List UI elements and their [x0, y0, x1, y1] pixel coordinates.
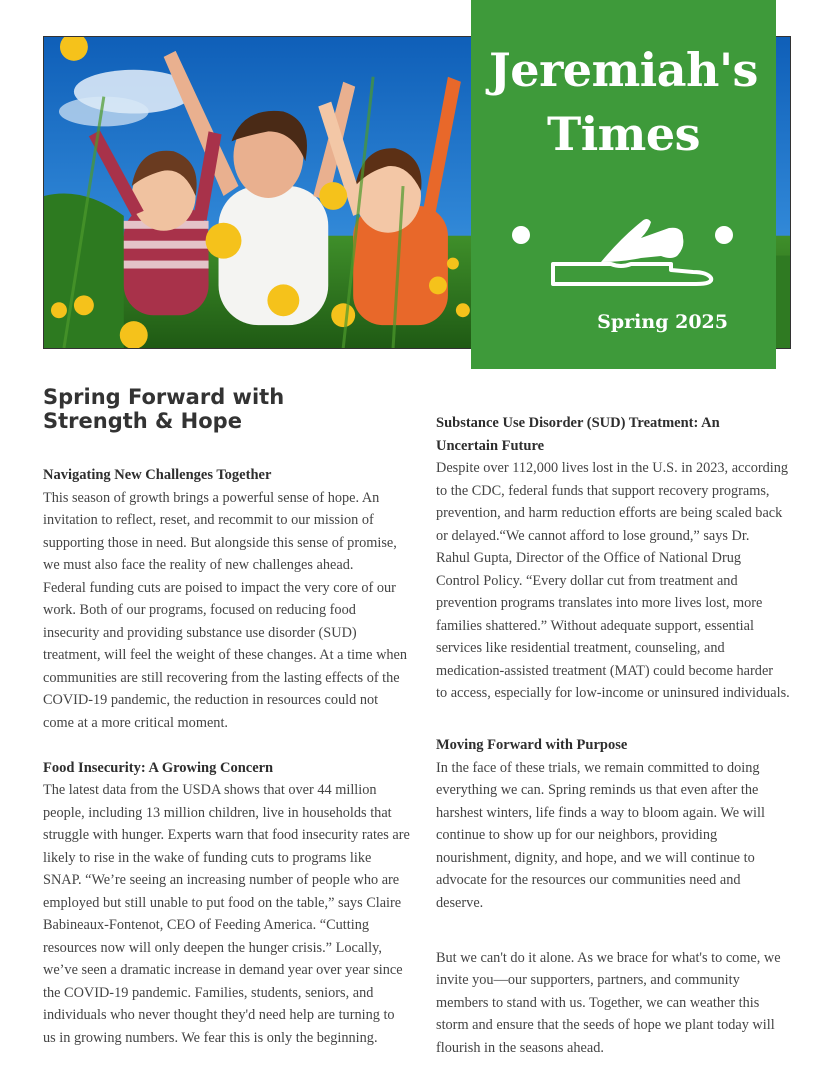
issue-season: Spring 2025: [597, 311, 728, 333]
section-body-food-insecurity: [43, 779, 423, 1049]
main-heading-line-2: Strength & Hope: [43, 409, 242, 433]
text-line: individuals who never thought they'd need help are turning to: [43, 1007, 395, 1023]
newsletter-title: [471, 38, 776, 166]
text-line: employed but still unable to put food on the table,” says Claire: [43, 894, 402, 911]
spacer: [436, 914, 796, 937]
main-heading: [43, 385, 423, 433]
text-line: us in growing numbers. We fear this is only the beginning.: [43, 1029, 378, 1046]
section-heading-new-challenges: Navigating New Challenges Together: [43, 467, 272, 483]
text-line: medication-assisted treatment (MAT) could become harder: [436, 662, 774, 679]
text-line: nourishment, dignity, and hope, and we will continue to: [436, 849, 755, 866]
text-line: advocate for the resources our communities need and: [436, 872, 741, 888]
text-line: we must also face the reality of new challenges ahead.: [43, 557, 354, 573]
text-line: to access, especially for low-income or uninsured individuals.: [436, 685, 790, 701]
spacer: [43, 734, 423, 757]
text-line: prevention, and harm reduction efforts are being scaled back: [436, 505, 783, 521]
text-line: COVID-19 pandemic, the reduction in resources could not: [43, 692, 379, 708]
text-line: harshest winters, life finds a way to bloom again. We will: [436, 804, 765, 821]
text-line: This season of growth brings a powerful sense of hope. An: [43, 489, 380, 506]
title-line-2: Times: [546, 107, 701, 161]
text-line: we’ve seen a dramatic increase in demand year over year since: [43, 962, 403, 978]
text-line: invitation to reflect, reset, and recommit to our mission of: [43, 512, 374, 528]
section-heading-sud-treatment: [436, 412, 796, 457]
text-line: or delayed.“We cannot afford to lose ground,” says Dr.: [436, 527, 750, 544]
text-line: invite you—our supporters, partners, and community: [436, 972, 740, 988]
text-line: struggle with hunger. Experts warn that food insecurity rates are: [43, 827, 410, 843]
helping-hand-icon: [471, 198, 776, 298]
text-line: Rahul Gupta, Director of the Office of National Drug: [436, 550, 742, 566]
text-line: the COVID-19 pandemic. Families, students, seniors, and: [43, 984, 374, 1001]
section-body-moving-forward: [436, 757, 796, 915]
text-line: Federal funding cuts are poised to impact the very core of our: [43, 579, 396, 596]
text-line: likely to rise in the wake of funding cuts to programs like: [43, 849, 372, 866]
section-heading-moving-forward: Moving Forward with Purpose: [436, 737, 628, 753]
text-line: work. Both of our programs, focused on reducing food: [43, 602, 356, 618]
heading-line: Substance Use Disorder (SUD) Treatment: An: [436, 415, 720, 431]
text-line: families shattered.” Without adequate support, essential: [436, 617, 754, 634]
text-line: treatment, will feel the weight of these changes. At a time when: [43, 647, 408, 663]
text-line: services like residential treatment, counseling, and: [436, 640, 725, 656]
text-line: members to stand with us. Together, we can weather this: [436, 994, 760, 1011]
text-line: Control Policy. “Every dollar cut from treatment and: [436, 572, 738, 589]
text-line: SNAP. “We’re seeing an increasing number of people who are: [43, 872, 400, 888]
text-line: storm and ensure that the seeds of hope we plant today will: [436, 1017, 775, 1033]
title-line-1: Jeremiah's: [489, 43, 758, 97]
section-body-call-to-action: [436, 947, 796, 1060]
section-body-sud-treatment: [436, 457, 796, 705]
text-line: resources now will only deepen the hunger crisis.” Locally,: [43, 939, 382, 956]
text-line: everything we can. Spring reminds us that even after the: [436, 782, 759, 798]
text-line: communities are still recovering from the lasting effects of the: [43, 669, 400, 686]
text-line: people, including 13 million children, live in households that: [43, 804, 392, 821]
left-column: [43, 385, 423, 1049]
text-line: deserve.: [436, 894, 484, 911]
text-line: supporting those in need. But alongside this sense of promise,: [43, 534, 397, 551]
text-line: continue to show up for our neighbors, providing: [436, 827, 718, 843]
text-line: come at a more critical moment.: [43, 714, 228, 731]
text-line: to the CDC, federal funds that support recovery programs,: [436, 482, 770, 499]
heading-line: Uncertain Future: [436, 437, 545, 454]
main-heading-line-1: Spring Forward with: [43, 385, 285, 409]
text-line: The latest data from the USDA shows that over 44 million: [43, 782, 377, 798]
text-line: But we can't do it alone. As we brace for what's to come, we: [436, 949, 781, 966]
spacer: [436, 705, 796, 728]
text-line: Babineaux-Fontenot, CEO of Feeding America. “Cutting: [43, 917, 369, 933]
section-heading-food-insecurity: Food Insecurity: A Growing Concern: [43, 759, 274, 776]
text-line: In the face of these trials, we remain committed to doing: [436, 759, 760, 776]
text-line: Despite over 112,000 lives lost in the U.S. in 2023, according: [436, 460, 789, 476]
text-line: prevention programs translates into more lives lost, more: [436, 595, 763, 611]
text-line: flourish in the seasons ahead.: [436, 1039, 604, 1056]
masthead: [471, 0, 776, 369]
section-body-new-challenges: [43, 487, 423, 735]
text-line: insecurity and providing substance use disorder (SUD): [43, 624, 357, 641]
right-column: [436, 412, 796, 1059]
